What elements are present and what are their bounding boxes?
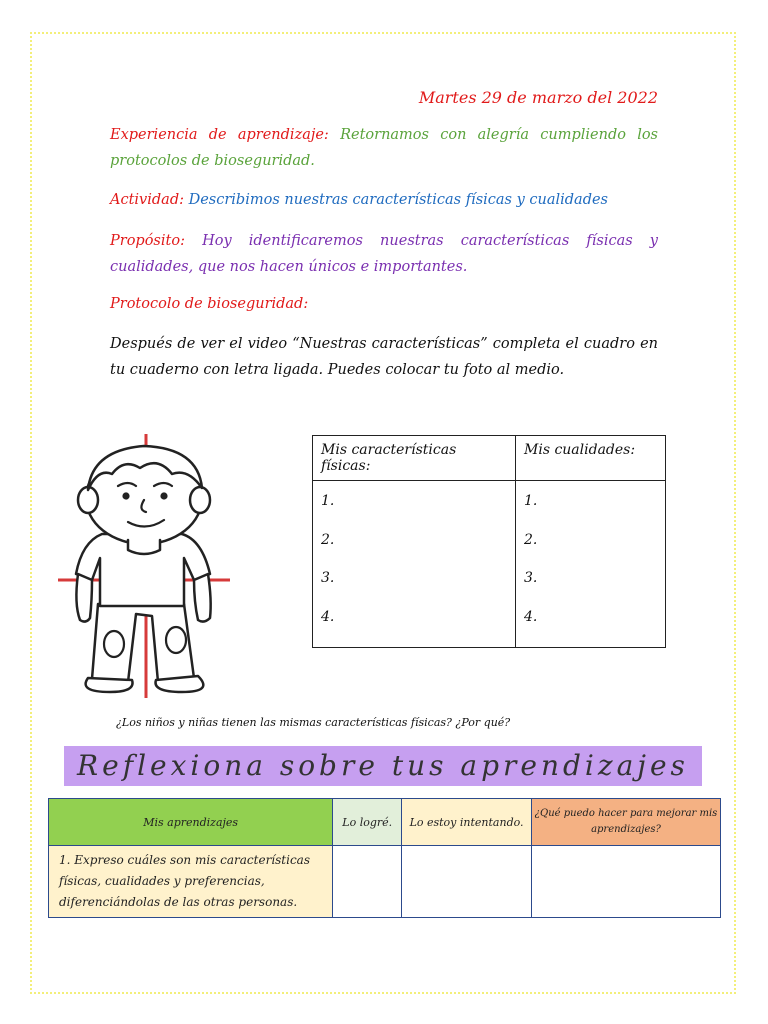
header-lo-estoy-intentando: Lo estoy intentando. <box>402 799 532 846</box>
proposito-label: Propósito: <box>110 233 185 249</box>
list-item: 3. <box>524 570 538 586</box>
header-mis-aprendizajes: Mis aprendizajes <box>49 799 333 846</box>
characteristics-table <box>312 435 666 648</box>
proposito-text: Hoy identificaremos nuestras características físicas y cualidades, que nos hacen únicos e importantes. <box>110 233 658 275</box>
list-item: 4. <box>524 608 538 625</box>
qualities-list[interactable] <box>516 481 666 648</box>
protocolo-label: Protocolo de bioseguridad: <box>110 296 309 312</box>
list-item: 2. <box>321 531 335 548</box>
proposito-paragraph <box>110 228 658 280</box>
experiencia-text: Retornamos con alegría cumpliendo los protocolos de bioseguridad. <box>110 127 659 169</box>
cell-que-puedo-hacer[interactable] <box>531 846 720 918</box>
list-item: 3. <box>321 570 335 586</box>
boy-illustration <box>58 434 230 698</box>
list-item: 4. <box>321 608 335 625</box>
list-item: 2. <box>524 531 538 548</box>
learning-item-number: 1. <box>59 853 71 867</box>
actividad-text: Describimos nuestras características físicas y cualidades <box>188 192 609 208</box>
header-que-puedo-hacer: ¿Qué puedo hacer para mejorar mis aprendizajes? <box>531 799 720 846</box>
date-line: Martes 29 de marzo del 2022 <box>418 88 658 107</box>
experiencia-paragraph <box>110 122 658 174</box>
physical-list[interactable] <box>313 481 516 648</box>
cell-lo-logre[interactable] <box>333 846 402 918</box>
learning-item <box>49 846 333 918</box>
instruccion-paragraph: Después de ver el video “Nuestras características” completa el cuadro en tu cuaderno con letra ligada. Puedes colocar tu foto al medio. <box>110 336 658 378</box>
col1-header: Mis características físicas: <box>313 436 516 481</box>
learning-table <box>48 798 721 918</box>
col2-header: Mis cualidades: <box>516 436 666 481</box>
actividad-label: Actividad: <box>110 192 184 208</box>
reflection-question: ¿Los niños y niñas tienen las mismas características físicas? ¿Por qué? <box>116 716 511 729</box>
reflection-banner: Reflexiona sobre tus aprendizajes <box>64 746 702 786</box>
header-lo-logre: Lo logré. <box>333 799 402 846</box>
cell-lo-estoy-intentando[interactable] <box>402 846 532 918</box>
learning-item-text: Expreso cuáles son mis características físicas, cualidades y preferencias, diferenciándolas de las otras personas. <box>59 853 310 909</box>
list-item: 1. <box>321 493 335 509</box>
experiencia-label: Experiencia de aprendizaje: <box>110 127 329 143</box>
list-item: 1. <box>524 493 538 509</box>
actividad-paragraph <box>110 187 658 213</box>
